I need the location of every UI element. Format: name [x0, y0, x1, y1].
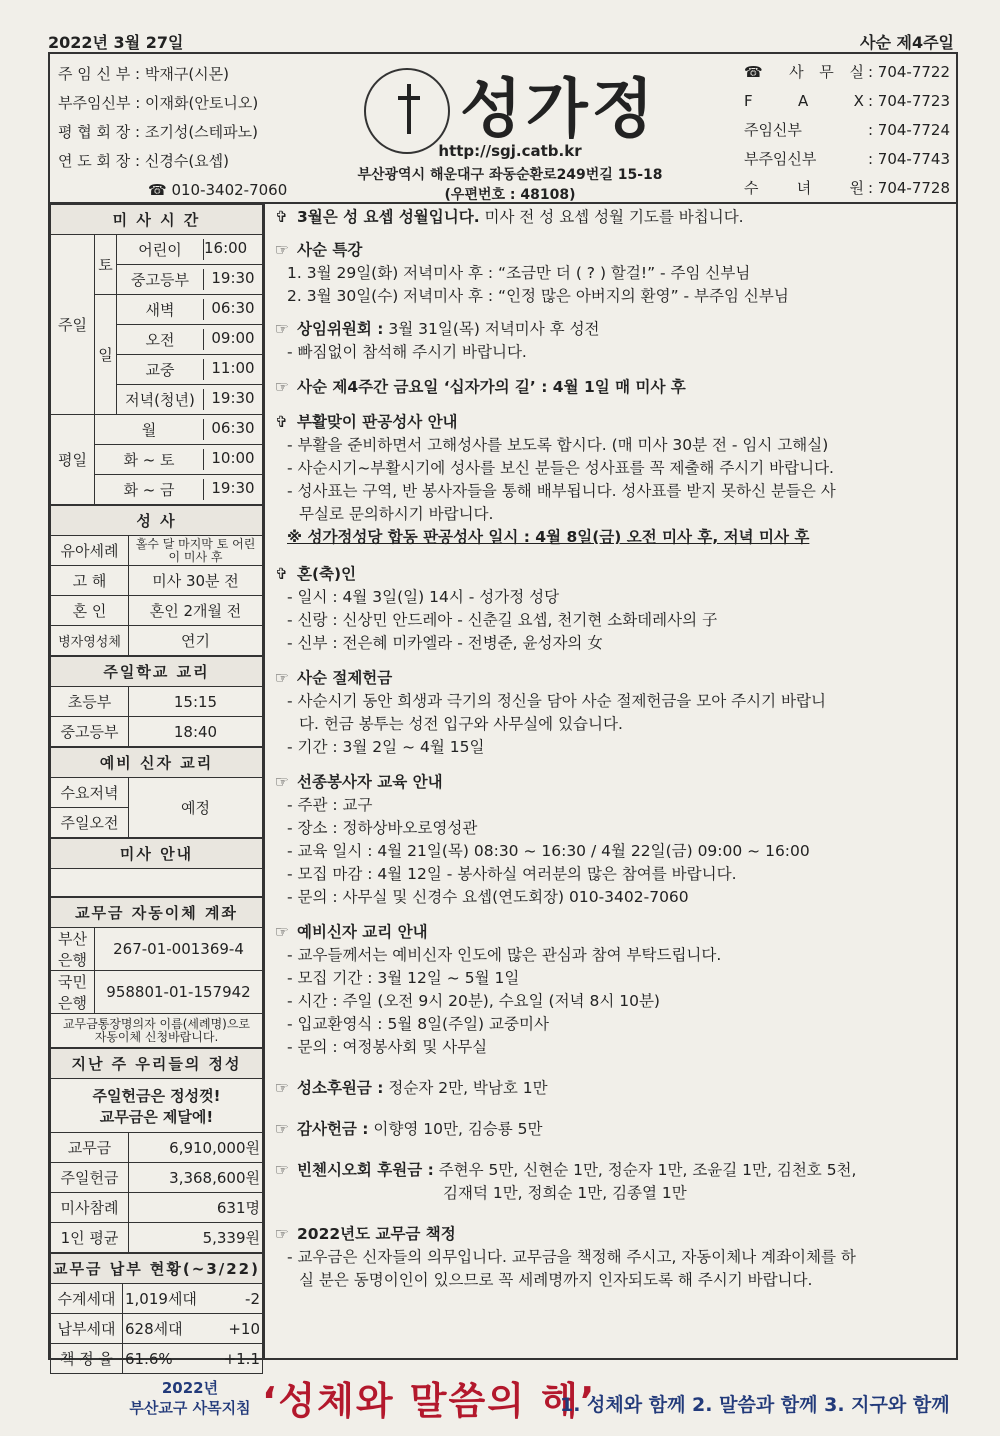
catechumen-status: 예정: [129, 778, 263, 838]
staff-council: 평 협 회 장 : 조기성(스테파노): [58, 123, 258, 141]
pointing-hand-icon: ☞: [275, 320, 289, 338]
offering-label: 주일헌금: [51, 1163, 129, 1193]
sacrament-table: [50, 505, 263, 656]
notice-heading: 3월은 성 요셉 성월입니다.: [297, 208, 480, 226]
status-change: +1.1: [222, 1344, 263, 1374]
school-grade: 중고등부: [51, 717, 129, 747]
notice-lent-offering: [275, 667, 955, 759]
contact-value: : 704-7724: [867, 121, 950, 139]
parish-address: 부산광역시 해운대구 좌동순환로249번길 15-18: [357, 167, 663, 183]
mass-guide-title: 미사 안내: [51, 839, 263, 869]
sacrament-name: 유아세례: [51, 536, 129, 566]
notice-heading: 사순 특강: [297, 241, 363, 259]
staff-list: [58, 60, 287, 205]
tithe-transfer-table: [50, 897, 263, 1048]
mass-time: 11:00: [211, 359, 255, 377]
mass-time: 19:30: [211, 269, 255, 287]
notice-line: - 사순시기 동안 희생과 극기의 정신을 담아 사순 절제헌금을 모아 주시기 바랍니: [287, 692, 826, 710]
mass-time: 19:30: [211, 479, 255, 497]
offering-label: 미사참례: [51, 1193, 129, 1223]
mass-name: 화 ~ 토: [95, 449, 204, 470]
notice-line: 무실로 문의하시기 바랍니다.: [299, 505, 494, 523]
notice-text: 정순자 2만, 박남호 1만: [383, 1079, 548, 1097]
pointing-hand-icon: ☞: [275, 1079, 289, 1097]
staff-phone: ☎ 010-3402-7060: [148, 181, 288, 199]
notice-text: 미사 전 성 요셉 성월 기도를 바칩니다.: [479, 208, 744, 226]
parish-title: 성가정: [460, 73, 658, 147]
parish-zip: (우편번호 : 48108): [444, 187, 576, 203]
mass-time: 16:00: [204, 239, 248, 257]
notice-line: - 시간 : 주일 (오전 9시 20분), 수요일 (저녁 8시 10분): [287, 992, 660, 1010]
notice-line: - 교육 일시 : 4월 21일(목) 08:30 ~ 16:30 / 4월 22일(금) 09:00 ~ 16:00: [287, 842, 810, 860]
notice-line: 1. 3월 29일(화) 저녁미사 후 : “조금만 더 ( ? ) 할걸!” - 주임 신부님: [287, 264, 751, 282]
notice-line: - 빠짐없이 참석해 주시기 바랍니다.: [287, 343, 527, 361]
saturday-label: 토: [95, 235, 117, 295]
sunday-school-title: 주일학교 교리: [51, 657, 263, 687]
cross-icon: ✞: [275, 413, 288, 431]
notice-line: - 신랑 : 신상민 안드레아 - 신춘길 요셉, 천기현 소화데레사의 子: [287, 611, 718, 629]
mass-time-title: 미 사 시 간: [51, 205, 263, 235]
contact-value: : 704-7728: [867, 179, 950, 197]
left-sidebar: [50, 204, 265, 1368]
offering-value: 5,339원: [129, 1223, 263, 1253]
pointing-hand-icon: ☞: [275, 378, 289, 396]
notice-line: - 문의 : 사무실 및 신경수 요셉(연도회장) 010-3402-7060: [287, 888, 689, 906]
offering-table: [50, 1048, 263, 1253]
sunday-day-label: 일: [95, 295, 117, 415]
parish-logo: [350, 58, 670, 203]
top-bar: [48, 26, 958, 52]
notice-text: 주현우 5만, 신현순 1만, 정순자 1만, 조윤길 1만, 김천호 5천,: [433, 1161, 857, 1179]
bank-account: 267-01-001369-4: [95, 928, 263, 971]
mass-time: 19:30: [211, 389, 255, 407]
tithe-transfer-title: 교무금 자동이체 계좌: [51, 898, 263, 928]
notice-line: 다. 헌금 봉투는 성전 입구와 사무실에 있습니다.: [299, 715, 623, 733]
catechumen-slot: 주일오전: [51, 808, 129, 838]
notice-heading: 사순 제4주간 금요일 ‘십자가의 길’ : 4월 1일 매 미사 후: [297, 378, 686, 396]
notice-heading: 성소후원금 :: [297, 1079, 384, 1097]
pointing-hand-icon: ☞: [275, 1225, 289, 1243]
notice-st-joseph: [275, 206, 955, 229]
offering-slogan-1: 주일헌금은 정성껏!: [92, 1086, 221, 1105]
tithe-note-1: 교무금통장명의자 이름(세례명)으로: [62, 1016, 251, 1031]
sacrament-value: 혼인 2개월 전: [129, 596, 263, 626]
pointing-hand-icon: ☞: [275, 669, 289, 687]
catechumen-table: [50, 747, 263, 838]
notice-thanks-offering: [275, 1118, 955, 1141]
notice-line: - 성사표는 구역, 반 봉사자들을 통해 배부됩니다. 성사표를 받지 못하신 분들은 사: [287, 482, 836, 500]
bank-name: 국민은행: [51, 971, 95, 1014]
notice-heading: 예비신자 교리 안내: [297, 923, 428, 941]
catechumen-slot: 수요저녁: [51, 778, 129, 808]
contact-label: ☎ 사 무 실: [743, 63, 864, 81]
notice-line: - 입교환영식 : 5월 8일(주일) 교중미사: [287, 1015, 549, 1033]
contact-list: [744, 58, 950, 203]
offering-label: 교무금: [51, 1133, 129, 1163]
notice-line: - 모집 마감 : 4월 12일 - 봉사하실 여러분의 많은 참여를 바랍니다.: [287, 865, 737, 883]
pointing-hand-icon: ☞: [275, 923, 289, 941]
mass-name: 오전: [117, 329, 204, 350]
notice-special: ※ 성가정성당 합동 판공성사 일시 : 4월 8일(금) 오전 미사 후, 저녁 미사 후: [287, 528, 810, 546]
liturgical-week: 사순 제4주일: [860, 33, 954, 52]
header: [50, 54, 956, 204]
status-value: 628세대: [123, 1314, 222, 1344]
notice-heading: 빈첸시오회 후원금 :: [297, 1161, 434, 1179]
mass-time: 06:30: [211, 299, 255, 317]
notice-line: - 신부 : 전은혜 미카엘라 - 전병준, 윤성자의 女: [287, 634, 603, 652]
notice-line: - 주관 : 교구: [287, 796, 373, 814]
notice-tithe-2022: [275, 1223, 955, 1292]
sacrament-value: 연기: [129, 626, 263, 656]
pointing-hand-icon: ☞: [275, 1161, 289, 1179]
mass-time-table: [50, 204, 263, 505]
status-value: 61.6%: [123, 1344, 222, 1374]
mass-name: 화 ~ 금: [95, 479, 204, 500]
notice-line: 2. 3월 30일(수) 저녁미사 후 : “인정 많은 아버지의 환영” - 부주임 신부님: [287, 287, 789, 305]
pointing-hand-icon: ☞: [275, 241, 289, 259]
badge-org: 부산교구 사목지침: [129, 1399, 251, 1417]
notice-heading: 사순 절제헌금: [297, 669, 393, 687]
catechumen-title: 예비 신자 교리: [51, 748, 263, 778]
sacrament-name: 혼 인: [51, 596, 129, 626]
offering-value: 6,910,000원: [129, 1133, 263, 1163]
notice-line: - 사순시기~부활시기에 성사를 보신 분들은 성사표를 꼭 제출해 주시기 바랍니다.: [287, 459, 834, 477]
weekday-label: 평일: [51, 415, 95, 505]
school-grade: 초등부: [51, 687, 129, 717]
mass-name: 새벽: [117, 299, 204, 320]
mass-name: 교중: [117, 359, 204, 380]
notice-line: 김재덕 1만, 정희순 1만, 김종열 1만: [443, 1184, 687, 1202]
cross-icon: ✞: [275, 208, 288, 226]
notice-wedding: [275, 563, 955, 655]
status-label: 납부세대: [51, 1314, 123, 1344]
mass-time: 06:30: [211, 419, 255, 437]
sacrament-value: 홀수 달 마지막 토 어린이 미사 후: [129, 536, 263, 566]
pointing-hand-icon: ☞: [275, 1120, 289, 1138]
notice-line: - 기간 : 3월 2일 ~ 4월 15일: [287, 738, 485, 756]
school-time: 18:40: [129, 717, 263, 747]
staff-yeondo: 연 도 회 장 : 신경수(요셉): [58, 152, 230, 170]
sacrament-name: 고 해: [51, 566, 129, 596]
notice-funeral-training: [275, 771, 955, 909]
contact-value: : 704-7722: [867, 63, 950, 81]
sacrament-value: 미사 30분 전: [129, 566, 263, 596]
mass-name: 중고등부: [117, 269, 204, 290]
contact-label: 수 녀 원: [743, 179, 864, 197]
pointing-hand-icon: ☞: [275, 773, 289, 791]
notice-lecture: [275, 239, 955, 308]
tithe-status-title: 교무금 납부 현황(~3/22): [51, 1254, 263, 1284]
school-time: 15:15: [129, 687, 263, 717]
mass-guide-body: [51, 869, 263, 897]
mass-time: 09:00: [211, 329, 255, 347]
sunday-school-table: [50, 656, 263, 747]
notice-line: - 문의 : 여정봉사회 및 사무실: [287, 1038, 488, 1056]
notice-vocation-fund: [275, 1077, 955, 1100]
staff-pastor: 주 임 신 부 : 박재구(시몬): [58, 65, 230, 83]
mass-name: 저녁(청년): [117, 389, 204, 410]
status-label: 수계세대: [51, 1284, 123, 1314]
year-motto: ‘성체와 말씀의 해’: [262, 1379, 597, 1423]
tithe-status-table: [50, 1253, 263, 1374]
staff-assistant: 부주임신부 : 이재화(안토니오): [58, 94, 259, 112]
notice-heading: 감사헌금 :: [297, 1120, 369, 1138]
offering-value: 631명: [129, 1193, 263, 1223]
status-value: 1,019세대: [123, 1284, 222, 1314]
notice-text: 3월 31일(목) 저녁미사 후 성전: [383, 320, 600, 338]
pastoral-pillars: 1. 성체와 함께 2. 말씀과 함께 3. 지구와 함께: [560, 1394, 950, 1416]
sacrament-name: 병자영성체: [51, 626, 129, 656]
offering-slogan-2: 교무금은 제달에!: [99, 1107, 214, 1126]
contact-value: : 704-7743: [867, 150, 950, 168]
notices: [275, 204, 955, 1292]
bank-account: 958801-01-157942: [95, 971, 263, 1014]
contact-label: 주임신부: [743, 121, 802, 139]
notice-heading: 상임위원회 :: [297, 320, 384, 338]
notice-line: - 교우금은 신자들의 의무입니다. 교무금을 책정해 주시고, 자동이체나 계좌이체를 하: [287, 1248, 856, 1266]
notice-catechumen: [275, 921, 955, 1059]
notice-heading: 부활맞이 판공성사 안내: [297, 413, 458, 431]
notice-vincent-fund: [275, 1159, 955, 1205]
sunday-label: 주일: [51, 235, 95, 415]
notice-line: - 일시 : 4월 3일(일) 14시 - 성가정 성당: [287, 588, 560, 606]
notice-line: - 교우들께서는 예비신자 인도에 많은 관심과 참여 부탁드립니다.: [287, 946, 722, 964]
status-label: 책 정 율: [51, 1344, 123, 1374]
mass-name: 어린이: [117, 239, 204, 260]
bulletin-frame: [48, 52, 958, 1368]
notice-line: - 장소 : 정하상바오로영성관: [287, 819, 478, 837]
offering-label: 1인 평균: [51, 1223, 129, 1253]
offering-title: 지난 주 우리들의 정성: [51, 1049, 263, 1079]
badge-year: 2022년: [161, 1379, 219, 1397]
status-change: -2: [222, 1284, 263, 1314]
notice-line: - 부활을 준비하면서 고해성사를 보도록 합시다. (매 미사 30분 전 - 임시 고해실): [287, 436, 829, 454]
status-change: +10: [222, 1314, 263, 1344]
issue-date: 2022년 3월 27일: [48, 33, 184, 52]
notice-heading: 2022년도 교무금 책정: [297, 1225, 456, 1243]
notice-stations: [275, 376, 955, 399]
mass-time: 10:00: [211, 449, 255, 467]
notice-committee: [275, 318, 955, 364]
footer: [0, 1362, 1000, 1436]
contact-label: F A X: [743, 92, 864, 110]
notice-heading: 혼(축)인: [297, 565, 357, 583]
diocese-badge: [105, 1378, 275, 1418]
notice-line: 실 분은 동명이인이 있으므로 꼭 세례명까지 인자되도록 해 주시기 바랍니다.: [299, 1271, 813, 1289]
contact-value: : 704-7723: [867, 92, 950, 110]
mass-guide-table: [50, 838, 263, 897]
notice-confession: [275, 411, 955, 549]
notice-heading: 선종봉사자 교육 안내: [297, 773, 443, 791]
contact-label: 부주임신부: [743, 150, 817, 168]
parish-url[interactable]: http://sgj.catb.kr: [438, 142, 582, 160]
cross-icon: ✞: [275, 565, 288, 583]
offering-value: 3,368,600원: [129, 1163, 263, 1193]
sacrament-title: 성 사: [51, 506, 263, 536]
notice-line: - 모집 기간 : 3월 12일 ~ 5월 1일: [287, 969, 520, 987]
tithe-note-2: 자동이체 신청바랍니다.: [94, 1029, 219, 1044]
notice-text: 이향영 10만, 김승룡 5만: [368, 1120, 543, 1138]
bank-name: 부산은행: [51, 928, 95, 971]
mass-name: 월: [95, 419, 204, 440]
